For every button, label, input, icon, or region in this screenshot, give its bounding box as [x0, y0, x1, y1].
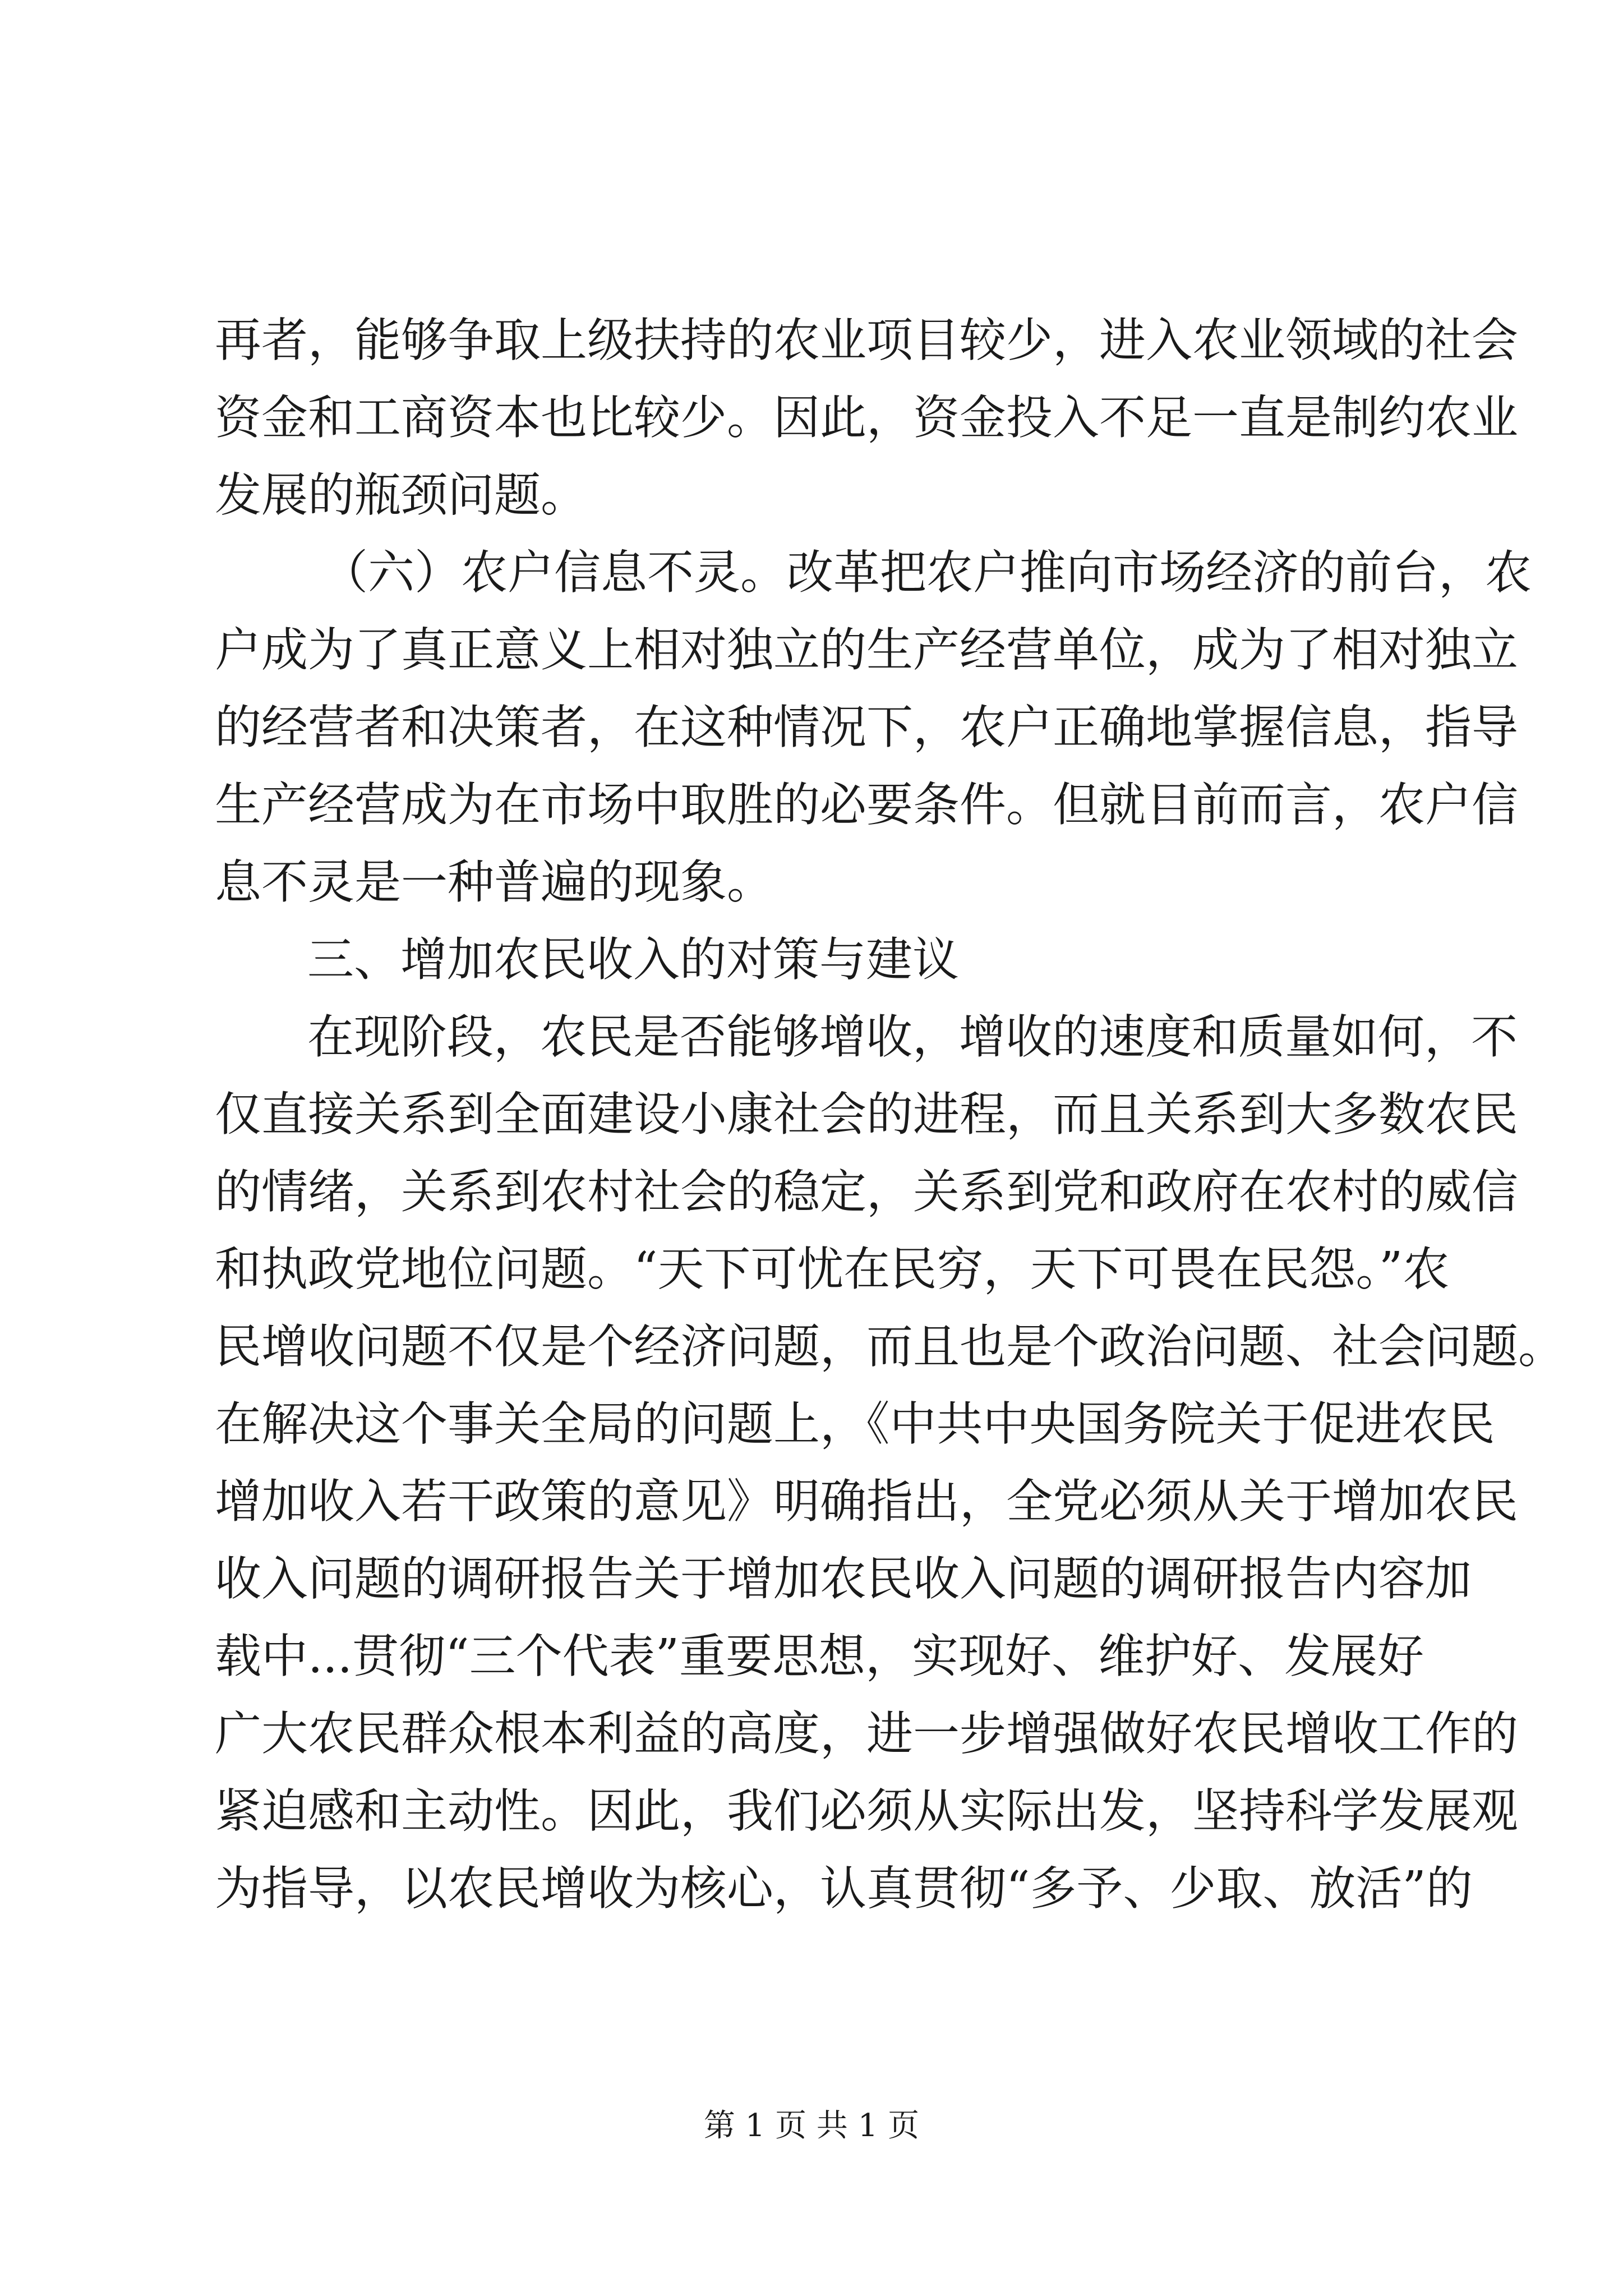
text-line: 再者，能够争取上级扶持的农业项目较少，进入农业领域的社会: [215, 313, 1518, 367]
page-footer: 第 1 页 共 1 页: [703, 2108, 920, 2144]
paragraph-first-line: 在现阶段，农民是否能够增收，增收的速度和质量如何，不: [307, 1010, 1518, 1064]
section-heading-line: （六）农户信息不灵。改革把农户推向市场经济的前台，农: [321, 545, 1532, 600]
text-line: 为指导，以农民增收为核心，认真贯彻“多予、少取、放活”的: [215, 1861, 1473, 1916]
text-line: 民增收问题不仅是个经济问题，而且也是个政治问题、社会问题。: [215, 1319, 1565, 1374]
text-line: 仅直接关系到全面建设小康社会的进程，而且关系到大多数农民: [215, 1087, 1518, 1142]
text-line: 载中...贯彻“三个代表”重要思想，实现好、维护好、发展好: [215, 1629, 1424, 1683]
section-heading: 三、增加农民收入的对策与建议: [307, 932, 959, 987]
text-line: 的情绪，关系到农村社会的稳定，关系到党和政府在农村的威信: [215, 1165, 1518, 1219]
text-line: 收入问题的调研报告关于增加农民收入问题的调研报告内容加: [215, 1552, 1472, 1606]
text-line: 息不灵是一种普遍的现象。: [215, 855, 773, 909]
text-line: 紧迫感和主动性。因此，我们必须从实际出发，坚持科学发展观: [215, 1784, 1518, 1838]
document-body: [215, 302, 1565, 1927]
text-line: 资金和工商资本也比较少。因此，资金投入不足一直是制约农业: [215, 390, 1518, 445]
text-line: 发展的瓶颈问题。: [215, 468, 587, 522]
text-line: 的经营者和决策者，在这种情况下，农户正确地掌握信息，指导: [215, 700, 1518, 754]
text-line: 生产经营成为在市场中取胜的必要条件。但就目前而言，农户信: [215, 777, 1518, 832]
text-line: 在解决这个事关全局的问题上，《中共中央国务院关于促进农民: [215, 1397, 1495, 1451]
text-line: 和执政党地位问题。“天下可忧在民穷，天下可畏在民怨。”农: [215, 1242, 1450, 1296]
text-line: 广大农民群众根本利益的高度，进一步增强做好农民增收工作的: [215, 1706, 1518, 1761]
text-line: 户成为了真正意义上相对独立的生产经营单位，成为了相对独立: [215, 623, 1518, 677]
text-line: 增加收入若干政策的意见》明确指出，全党必须从关于增加农民: [215, 1474, 1518, 1529]
